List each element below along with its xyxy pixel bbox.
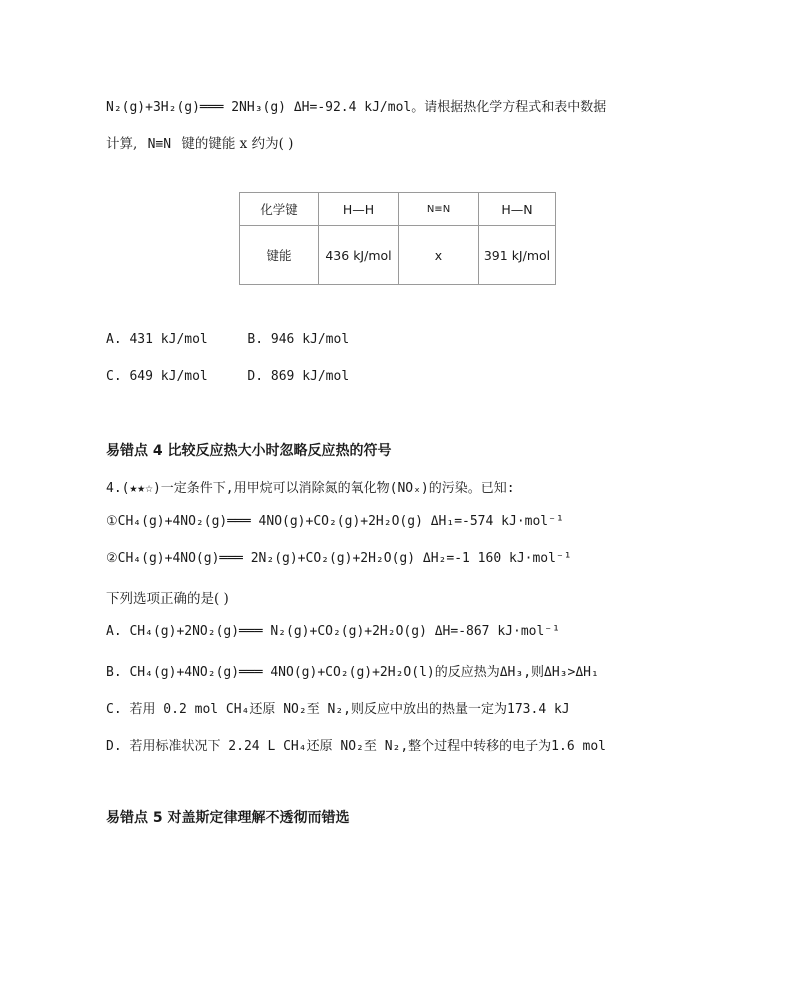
table-header-row [240,193,556,226]
option-c: C. 649 kJ/mol [106,369,208,384]
table-header-cell: 化学键 [240,193,319,226]
triple-bond-symbol: N≡N [147,137,172,152]
q4-equation-2: ②CH₄(g)+4NO(g)═══ 2N₂(g)+CO₂(g)+2H₂O(g) ΔH₂=-1 160 kJ·mol⁻¹ [106,551,572,566]
q3-options-row2 [106,369,349,384]
option-b: B. 946 kJ/mol [247,332,350,347]
table-cell: 391 kJ/mol [479,226,556,285]
table-row [240,226,556,285]
q3-question-line [106,132,293,152]
q4-option-c: C. 若用 0.2 mol CH₄还原 NO₂至 N₂,则反应中放出的热量一定为173.4 kJ [106,702,570,717]
q4-option-b: B. CH₄(g)+4NO₂(g)═══ 4NO(g)+CO₂(g)+2H₂O(l)的反应热为ΔH₃,则ΔH₃>ΔH₁ [106,665,599,680]
q3-prefix: 计算, [106,136,138,152]
section-4-heading: 易错点 4 比较反应热大小时忽略反应热的符号 [106,443,392,459]
option-d: D. 869 kJ/mol [247,369,350,384]
table-header-cell: N≡N [399,193,479,226]
section-5-heading: 易错点 5 对盖斯定律理解不透彻而错选 [106,810,350,826]
table-cell: x [399,226,479,285]
bond-energy-table [239,192,556,285]
table-header-cell: H—N [479,193,556,226]
q4-prompt: 下列选项正确的是( ) [106,591,229,607]
option-a: A. 431 kJ/mol [106,332,208,347]
q3-options-row1 [106,332,349,347]
q3-suffix: 键的键能 x 约为( ) [181,136,294,152]
q4-stem: 4.(★★☆)一定条件下,用甲烷可以消除氮的氧化物(NOₓ)的污染。已知: [106,481,515,496]
table-cell: 键能 [240,226,319,285]
q4-option-d: D. 若用标准状况下 2.24 L CH₄还原 NO₂至 N₂,整个过程中转移的电子为1.6 mol [106,739,606,754]
table-header-cell: H—H [319,193,399,226]
q3-equation-line: N₂(g)+3H₂(g)═══ 2NH₃(g) ΔH=-92.4 kJ/mol。请根据热化学方程式和表中数据 [106,100,607,115]
table-cell: 436 kJ/mol [319,226,399,285]
q4-equation-1: ①CH₄(g)+4NO₂(g)═══ 4NO(g)+CO₂(g)+2H₂O(g) ΔH₁=-574 kJ·mol⁻¹ [106,514,564,529]
q4-option-a: A. CH₄(g)+2NO₂(g)═══ N₂(g)+CO₂(g)+2H₂O(g) ΔH=-867 kJ·mol⁻¹ [106,624,560,639]
